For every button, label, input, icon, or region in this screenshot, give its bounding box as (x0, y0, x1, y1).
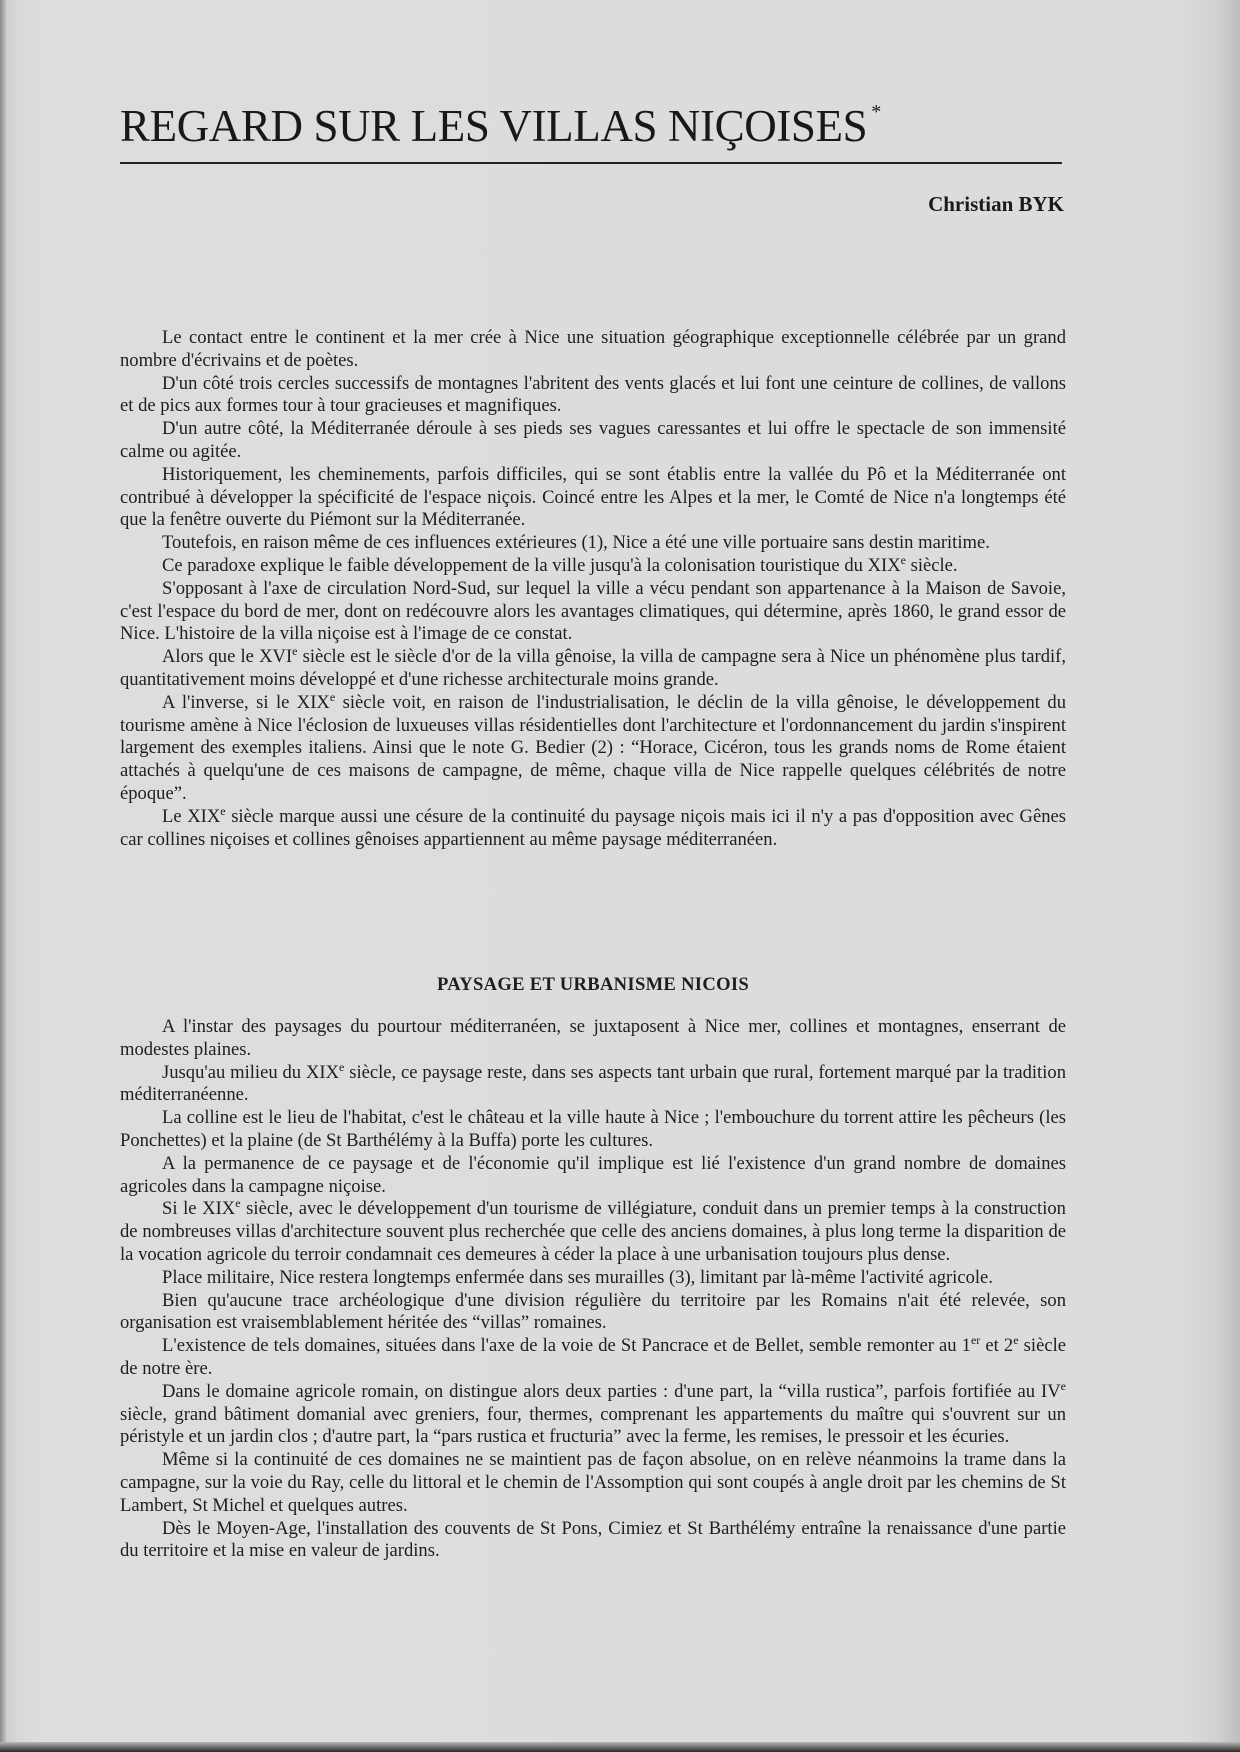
paragraph (120, 327, 1066, 373)
text-run: Dès le Moyen-Age, l'installation des couvents de St Pons, Cimiez et St Barthélémy entraîne la renaissance d'une partie du territoire et la mise en valeur de jardins. (120, 1517, 1066, 1562)
paragraph (120, 532, 1066, 555)
paragraph (120, 1267, 1066, 1290)
paragraph (120, 552, 1066, 578)
paragraph (120, 1332, 1066, 1381)
text-run: Ce paradoxe explique le faible développement de la ville jusqu'à la colonisation touristique du XIX (162, 554, 901, 576)
author-name: Christian BYK (928, 192, 1064, 216)
text-run: Même si la continuité de ces domaines ne se maintient pas de façon absolue, on en relève néanmoins la trame dans la campagne, sur la voie du Ray, celle du littoral et le chemin de l'Assomption qui sont coupés à angle droit par les chemins de St Lambert, St Michel et quelques autres. (120, 1449, 1066, 1516)
paragraph (120, 373, 1066, 419)
paragraph (120, 1153, 1066, 1199)
text-run: Jusqu'au milieu du XIX (162, 1061, 340, 1083)
text-run: A l'inverse, si le XIX (162, 691, 330, 713)
superscript: e (220, 803, 226, 818)
paragraph (120, 578, 1066, 646)
superscript: e (1013, 1332, 1019, 1347)
paragraph (120, 1518, 1066, 1564)
paragraph (120, 1449, 1066, 1517)
text-run: siècle voit, en raison de l'industrialisation, le déclin de la villa gênoise, le développement du tourisme amène à Nice l'éclosion de luxueuses villas résidentielles dont l'architecture et l'ordonnancement du jardin s'inspirent largement des exemples italiens. Ainsi que le note G. Bedier (2) : “Horace, Cicéron, tous les grands noms de Rome étaient attachés à quelqu'une de ces maisons de campagne, de même, chaque villa de Nice rappelle quelques célébrités de notre époque”. (120, 691, 1066, 804)
text-run: siècle, avec le développement d'un tourisme de villégiature, conduit dans un premier temps à la construction de nombreuses villas d'architecture souvent plus recherchée que celle des anciens domaines, à plus long terme la disparition de la vocation agricole du terroir condamnait ces demeures à céder la place à une urbanisation toujours plus dense. (120, 1198, 1066, 1265)
superscript: e (900, 552, 906, 567)
text-run: Le contact entre le continent et la mer crée à Nice une situation géographique exceptionnelle célébrée par un grand nombre d'écrivains et de poètes. (120, 327, 1066, 371)
paragraph (120, 1290, 1066, 1336)
page-title (120, 101, 881, 151)
text-run: Bien qu'aucune trace archéologique d'une division régulière du territoire par les Romains n'ait été relevée, son organisation est vraisemblablement héritée des “villas” romaines. (120, 1289, 1066, 1334)
superscript: e (235, 1196, 241, 1211)
title-rule (120, 162, 1062, 164)
text-run: siècle. (905, 554, 958, 576)
text-run: Place militaire, Nice restera longtemps enfermée dans ses murailles (3), limitant par là-même l'activité agricole. (162, 1266, 993, 1288)
paragraph (120, 803, 1067, 852)
section-heading: PAYSAGE ET URBANISME NICOIS (436, 974, 750, 995)
text-run: D'un côté trois cercles successifs de montagnes l'abritent des vents glacés et lui font une ceinture de collines, de vallons et de pics aux formes tour à tour gracieuses et magnifiques. (120, 372, 1066, 417)
paragraph (120, 1016, 1066, 1062)
text-run: A la permanence de ce paysage et de l'économie qu'il implique est lié l'existence d'un grand nombre de domaines agricoles dans la campagne niçoise. (120, 1152, 1066, 1197)
superscript: e (1060, 1378, 1066, 1393)
superscript: er (970, 1332, 981, 1347)
paragraph (120, 689, 1066, 806)
superscript: e (339, 1059, 345, 1074)
paragraph (120, 1059, 1066, 1108)
text-run: L'existence de tels domaines, situées dans l'axe de la voie de St Pancrace et de Bellet, semble remonter au 1 (162, 1335, 971, 1357)
text-run: siècle de notre ère. (120, 1335, 1066, 1379)
intro-text (120, 327, 1066, 851)
text-run: Alors que le XVI (162, 646, 293, 668)
text-run: Historiquement, les cheminements, parfois difficiles, qui se sont établis entre la vallée du Pô et la Méditerranée ont contribué à développer la spécificité de l'espace niçois. Coincé entre les Alpes et la mer, le Comté de Nice n'a longtemps été que la fenêtre ouverte du Piémont sur la Méditerranée. (120, 463, 1066, 531)
paragraph (120, 643, 1067, 692)
superscript: e (292, 643, 298, 658)
paragraph (120, 418, 1066, 464)
text-run: et 2 (980, 1335, 1014, 1357)
text-run: A l'instar des paysages du pourtour méditerranéen, se juxtaposent à Nice mer, collines et montagnes, enserrant de modestes plaines. (120, 1016, 1066, 1060)
title-text: REGARD SUR LES VILLAS NIÇOISES (120, 101, 868, 151)
paragraph (120, 1378, 1066, 1449)
superscript: e (329, 689, 336, 704)
text-run: Dans le domaine agricole romain, on distingue alors deux parties : d'une part, la “villa rustica”, parfois fortifiée au IV (162, 1380, 1061, 1402)
section-text (120, 1016, 1066, 1563)
paragraph (120, 1198, 1066, 1266)
text-run: S'opposant à l'axe de circulation Nord-Sud, sur lequel la ville a vécu pendant son appartenance à la Maison de Savoie, c'est l'espace du bord de mer, dont on redécouvre alors les avantages climatiques, qui détermine, après 1860, le grand essor de Nice. L'histoire de la villa niçoise est à l'image de ce constat. (120, 577, 1066, 645)
text-run: siècle est le siècle d'or de la villa gênoise, la villa de campagne sera à Nice un phénomène plus tardif, quantitativement moins développé et d'une richesse architecturale moins grande. (120, 646, 1067, 690)
scan-left-edge (0, 0, 6, 1752)
text-run: Si le XIX (162, 1198, 236, 1220)
paragraph (120, 1107, 1066, 1153)
text-run: siècle, grand bâtiment domanial avec greniers, four, thermes, comprenant les appartements du maître qui s'ouvrent sur un péristyle et un jardin clos ; d'autre part, la “pars rustica et fructuria” avec la ferme, les remises, le pressoir et les écuries. (120, 1403, 1066, 1448)
title-footnote-marker: * (871, 101, 881, 123)
text-run: siècle, ce paysage reste, dans ses aspects tant urbain que rural, fortement marqué par la tradition méditerranéenne. (120, 1061, 1066, 1106)
text-run: D'un autre côté, la Méditerranée déroule à ses pieds ses vagues caressantes et lui offre le spectacle de son immensité calme ou agitée. (120, 418, 1066, 462)
paragraph (120, 464, 1066, 532)
text-run: Toutefois, en raison même de ces influences extérieures (1), Nice a été une ville portuaire sans destin maritime. (162, 532, 990, 554)
text-run: siècle marque aussi une césure de la continuité du paysage niçois mais ici il n'y a pas d'opposition avec Gênes car collines niçoises et collines gênoises appartiennent au même paysage méditerranéen. (120, 805, 1067, 850)
text-run: La colline est le lieu de l'habitat, c'est le château et la ville haute à Nice ; l'embouchure du torrent attire les pêcheurs (les Ponchettes) et la plaine (de St Barthélémy à la Buffa) porte les cultures. (120, 1107, 1066, 1151)
text-run: Le XIX (162, 805, 221, 827)
scan-bottom-edge (0, 1742, 1240, 1752)
